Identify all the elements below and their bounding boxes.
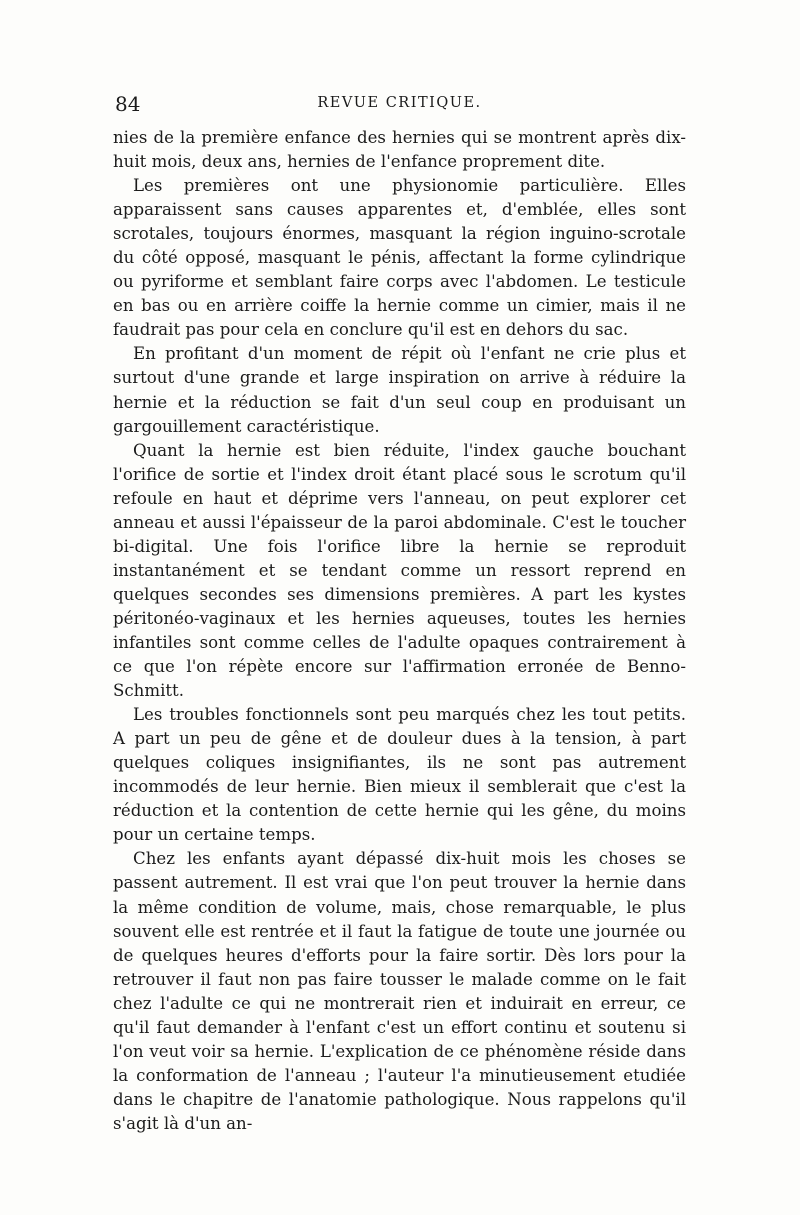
book-page — [113, 92, 686, 1136]
running-title: REVUE CRITIQUE. — [317, 95, 482, 111]
paragraph: Les troubles fonctionnels sont peu marqués chez les tout petits. A part un peu de gêne et de douleur dues à la tension, à part quelques coliques insignifiantes, ils ne sont pas autrement incommodés de leur hernie. Bien mieux il semblerait que c'est la réduction et la contention de cette hernie qui les gêne, du moins pour un certaine temps. — [113, 705, 686, 845]
paragraph: Quant la hernie est bien réduite, l'index gauche bouchant l'orifice de sortie et l'index droit étant placé sous le scrotum qu'il refoule en haut et déprime vers l'anneau, on peut explorer cet anneau et aussi l'épaisseur de la paroi abdominale. C'est le toucher bi-digital. Une fois l'orifice libre la hernie se reproduit instantanément et se tendant comme un ressort reprend en quelques secondes ses dimensions premières. A part les kystes péritonéo-vaginaux et les hernies aqueuses, toutes les hernies infantiles sont comme celles de l'adulte opaques contrairement à ce que l'on répète encore sur l'affirmation erronée de Benno-Schmitt. — [113, 440, 686, 701]
page-header — [113, 92, 686, 122]
paragraph: En profitant d'un moment de répit où l'enfant ne crie plus et surtout d'une grande et large inspiration on arrive à réduire la hernie et la réduction se fait d'un seul coup en produisant un gargouillement caractéristique. — [113, 344, 686, 436]
paragraph: Chez les enfants ayant dépassé dix-huit mois les choses se passent autrement. Il est vrai que l'on peut trouver la hernie dans la même condition de volume, mais, chose remarquable, le plus souvent elle est rentrée et il faut la fatigue de toute une journée ou de quelques heures d'efforts pour la faire sortir. Dès lors pour la retrouver il faut non pas faire tousser le malade comme on le fait chez l'adulte ce qui ne montrerait rien et induirait en erreur, ce qu'il faut demander à l'enfant c'est un effort continu et soutenu si l'on veut voir sa hernie. L'explication de ce phénomène réside dans la conformation de l'anneau ; l'auteur l'a minutieusement etudiée dans le chapitre de l'anatomie pathologique. Nous rappelons qu'il s'agit là d'un an- — [113, 849, 686, 1133]
paragraph-continuation: nies de la première enfance des hernies qui se montrent après dix-huit mois, deux ans, hernies de l'enfance proprement dite. — [113, 128, 686, 172]
paragraph: Les premières ont une physionomie particulière. Elles apparaissent sans causes apparentes et, d'emblée, elles sont scrotales, toujours énormes, masquant la région inguino-scrotale du côté opposé, masquant le pénis, affectant la forme cylindrique ou pyriforme et semblant faire corps avec l'abdomen. Le testicule en bas ou en arrière coiffe la hernie comme un cimier, mais il ne faudrait pas pour cela en conclure qu'il est en dehors du sac. — [113, 176, 686, 340]
page-number: 84 — [115, 92, 141, 116]
body-text — [113, 126, 686, 1136]
